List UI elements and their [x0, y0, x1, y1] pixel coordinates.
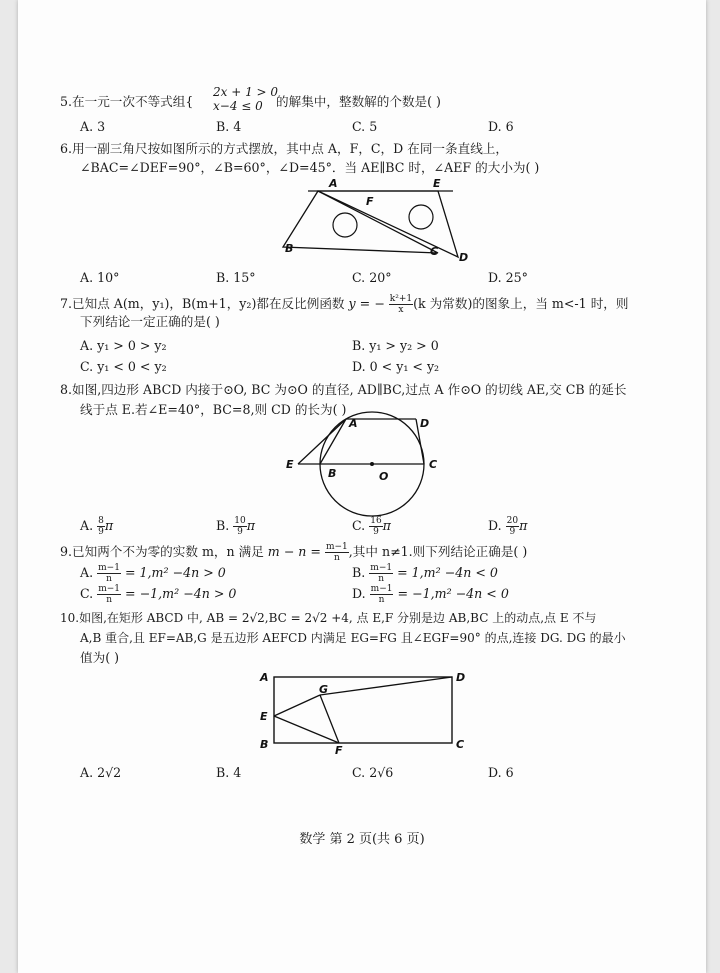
q10-label-e: E [260, 710, 268, 723]
q6-label-e: E [433, 177, 441, 190]
q7-option-d: D. 0 < y₁ < y₂ [352, 359, 440, 374]
q8-line1: 8.如图,四边形 ABCD 内接于⊙O, BC 为⊙O 的直径, AD∥BC,过点 A 作⊙O 的切线 AE,交 CB 的延长 [60, 382, 627, 397]
q10-option-d: D. 6 [488, 765, 514, 780]
q5-option-a: A. 3 [80, 119, 106, 134]
q5-prefix: 5.在一元一次不等式组{ [60, 94, 194, 109]
q10-line2: A,B 重合,且 EF=AB,G 是五边形 AEFCD 内满足 EG=FG 且∠EGF=90° 的点,连接 DG. DG 的最小 [80, 631, 626, 645]
q8-circle-figure [286, 414, 456, 520]
q7-line2: 下列结论一定正确的是( ) [80, 314, 220, 329]
q10-rectangle-figure [256, 668, 486, 757]
q6-triangles-figure [263, 175, 469, 265]
q7-text-a: 7.已知点 A(m，y [60, 296, 160, 311]
q6-option-c: C. 20° [352, 270, 392, 285]
q9-option-c: C. $\frac{m-1}{n}$ = −1,m² −4n > 0 [80, 584, 237, 605]
q10-line1: 10.如图,在矩形 ABCD 中, AB = 2√2,BC = 2√2 +4, 点 E,F 分别是边 AB,BC 上的动点,点 E 不与 [60, 611, 597, 625]
q6-option-b: B. 15° [216, 270, 256, 285]
q6-line2: ∠BAC=∠DEF=90°，∠B=60°，∠D=45°．当 AE∥BC 时，∠AEF 的大小为( ) [80, 160, 540, 175]
q5-option-c: C. 5 [352, 119, 378, 134]
q10-line3: 值为( ) [80, 650, 120, 665]
q6-label-b: B [285, 242, 294, 255]
q6-label-c: C [430, 245, 439, 258]
q9-line1: 9.已知两个不为零的实数 m，n 满足 m − n = $\frac{m-1}{n}$ ,其中 n≠1.则下列结论正确是( ) [60, 542, 528, 563]
q10-option-a: A. 2√2 [80, 765, 122, 780]
q6-option-a: A. 10° [80, 270, 120, 285]
q6-label-f: F [366, 195, 374, 208]
q7-option-c: C. y₁ < 0 < y₂ [80, 359, 167, 374]
q8-option-a: A. $\frac{8}{9}$ π [80, 516, 114, 537]
q7-option-b: B. y₁ > y₂ > 0 [352, 338, 439, 353]
q10-label-c: C [456, 738, 465, 751]
q6-line1: 6.用一副三角尺按如图所示的方式摆放，其中点 A，F，C，D 在同一条直线上， [60, 141, 508, 156]
q10-option-b: B. 4 [216, 765, 242, 780]
exam-page [18, 0, 706, 973]
q6-label-a: A [329, 177, 338, 190]
q5-option-d: D. 6 [488, 119, 514, 134]
q10-label-d: D [456, 671, 466, 684]
q5-system-line2: x−4 ≤ 0 [213, 99, 263, 113]
q8-option-d: D. $\frac{20}{9}$ π [488, 516, 528, 537]
q10-option-c: C. 2√6 [352, 765, 394, 780]
q5-option-b: B. 4 [216, 119, 242, 134]
q10-label-b: B [260, 738, 269, 751]
q5-system-line1: 2x + 1 > 0 [213, 85, 279, 99]
q10-label-g: G [319, 683, 329, 696]
q9-option-b: B. $\frac{m-1}{n}$ = 1,m² −4n < 0 [352, 563, 498, 584]
q7-line1 [60, 294, 628, 315]
q5-suffix: 的解集中，整数解的个数是( ) [276, 94, 441, 109]
q7-func-lhs: y = − [348, 296, 385, 311]
q8-label-o: O [379, 470, 389, 483]
q7-option-a: A. y₁ > 0 > y₂ [80, 338, 167, 353]
q7-func-fraction: $\frac{\text{k²+1}}{x}$ [389, 294, 413, 315]
q9-option-d: D. $\frac{m-1}{n}$ = −1,m² −4n < 0 [352, 584, 509, 605]
q9-option-a: A. $\frac{m-1}{n}$ = 1,m² −4n > 0 [80, 563, 226, 584]
q8-label-b: B [328, 467, 337, 480]
q8-label-a: A [349, 417, 358, 430]
q9-fraction: $\frac{m-1}{n}$ [325, 542, 348, 563]
q6-option-d: D. 25° [488, 270, 528, 285]
q7-text-b: ₁)，B(m+1，y₂)都在反比例函数 [159, 296, 349, 311]
q8-option-c: C. $\frac{16}{9}$ π [352, 516, 391, 537]
q7-text-c: (k 为常数)的图象上，当 m<-1 时，则 [413, 296, 629, 311]
page-footer: 数学 第 2 页(共 6 页) [299, 832, 425, 847]
q8-line2: 线于点 E.若∠E=40°，BC=8,则 CD 的长为( ) [80, 402, 347, 417]
q8-label-c: C [429, 458, 438, 471]
q6-label-d: D [459, 251, 469, 264]
q8-option-b: B. $\frac{10}{9}$ π [216, 516, 256, 537]
q10-label-a: A [260, 671, 269, 684]
q8-label-d: D [420, 417, 430, 430]
q10-label-f: F [335, 744, 343, 757]
q8-label-e: E [286, 458, 294, 471]
